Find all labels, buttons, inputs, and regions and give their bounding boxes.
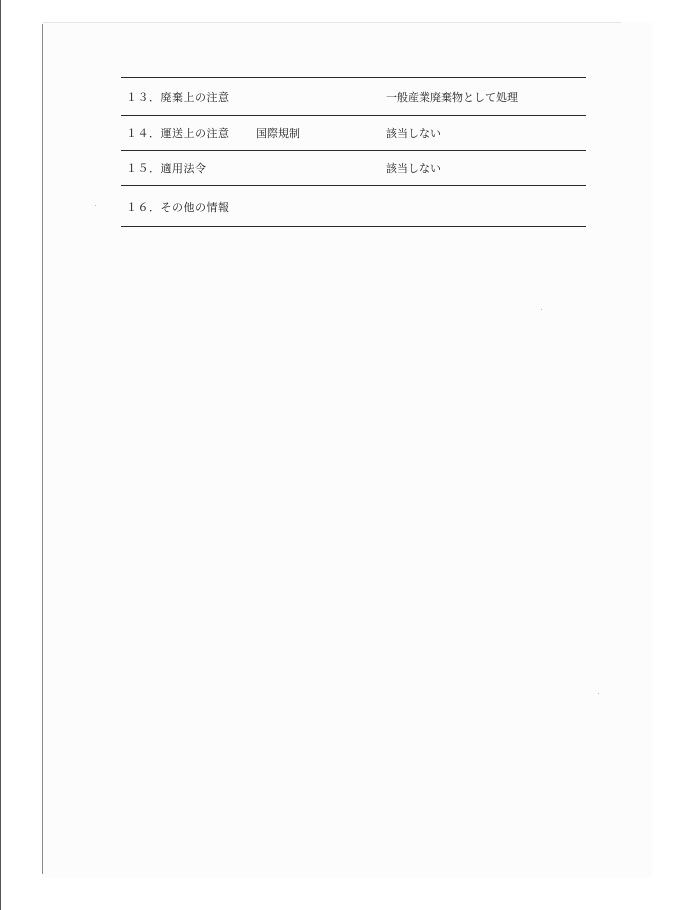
scan-speck (95, 205, 96, 206)
section-14-value: 該当しない (386, 127, 441, 140)
scan-speck (598, 693, 599, 694)
sheet-top-shadow (42, 22, 622, 23)
sheet-left-shadow (42, 24, 43, 874)
section-14-title: １４．運送上の注意 (126, 127, 230, 140)
page-left-edge (0, 0, 1, 910)
section-16-title: １６．その他の情報 (126, 201, 230, 214)
section-13-value: 一般産業廃棄物として処理 (386, 91, 518, 104)
section-14-sub-label: 国際規制 (256, 127, 300, 140)
section-15-value: 該当しない (386, 162, 441, 175)
table-top-rule (121, 77, 586, 78)
scan-speck (541, 309, 542, 310)
table-row-divider (121, 150, 586, 151)
section-15-title: １５．適用法令 (126, 162, 207, 175)
section-13-title: １３．廃棄上の注意 (126, 91, 230, 104)
table-row-divider (121, 185, 586, 186)
table-bottom-rule (121, 226, 586, 227)
table-row-divider (121, 115, 586, 116)
